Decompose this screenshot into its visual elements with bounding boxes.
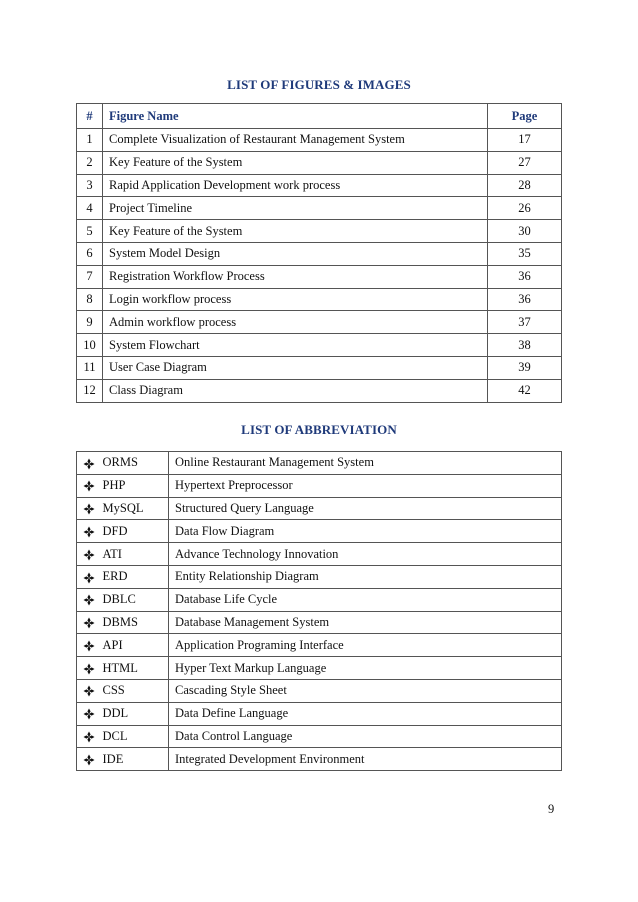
table-row <box>77 520 562 543</box>
abbreviation-meaning: Hyper Text Markup Language <box>169 657 562 680</box>
bullet-cell <box>77 611 99 634</box>
figure-number: 3 <box>77 174 103 197</box>
abbreviation-meaning: Database Life Cycle <box>169 588 562 611</box>
diamond-bullet-icon <box>83 617 95 629</box>
figure-name: Admin workflow process <box>103 311 488 334</box>
figure-number: 2 <box>77 151 103 174</box>
diamond-bullet-icon <box>83 572 95 584</box>
bullet-cell <box>77 657 99 680</box>
bullet-cell <box>77 520 99 543</box>
bullet-cell <box>77 634 99 657</box>
diamond-bullet-icon <box>83 731 95 743</box>
figures-table <box>76 103 562 403</box>
table-row <box>77 543 562 566</box>
diamond-bullet-icon <box>83 663 95 675</box>
figure-name: Key Feature of the System <box>103 220 488 243</box>
abbreviation: DBMS <box>99 611 169 634</box>
diamond-bullet-icon <box>83 594 95 606</box>
figure-page: 38 <box>488 334 562 357</box>
figure-name: System Model Design <box>103 242 488 265</box>
table-row <box>77 151 562 174</box>
figure-number: 11 <box>77 356 103 379</box>
table-row <box>77 634 562 657</box>
abbreviation-meaning: Data Control Language <box>169 725 562 748</box>
figure-page: 42 <box>488 379 562 402</box>
table-row <box>77 242 562 265</box>
abbreviation-meaning: Online Restaurant Management System <box>169 452 562 475</box>
figure-number: 5 <box>77 220 103 243</box>
table-row <box>77 702 562 725</box>
bullet-cell <box>77 725 99 748</box>
bullet-cell <box>77 588 99 611</box>
bullet-cell <box>77 702 99 725</box>
abbreviation: API <box>99 634 169 657</box>
table-row <box>77 474 562 497</box>
abbreviation-meaning: Advance Technology Innovation <box>169 543 562 566</box>
figure-number: 6 <box>77 242 103 265</box>
table-row <box>77 725 562 748</box>
figure-page: 17 <box>488 129 562 152</box>
abbreviation-meaning: Application Programing Interface <box>169 634 562 657</box>
diamond-bullet-icon <box>83 503 95 515</box>
table-row <box>77 565 562 588</box>
diamond-bullet-icon <box>83 754 95 766</box>
abbreviation: MySQL <box>99 497 169 520</box>
abbreviation: DDL <box>99 702 169 725</box>
figures-list-title: LIST OF FIGURES & IMAGES <box>227 77 411 92</box>
diamond-bullet-icon <box>83 480 95 492</box>
bullet-cell <box>77 452 99 475</box>
figure-name: Class Diagram <box>103 379 488 402</box>
figure-number: 12 <box>77 379 103 402</box>
diamond-bullet-icon <box>83 549 95 561</box>
table-row <box>77 497 562 520</box>
figure-name: Project Timeline <box>103 197 488 220</box>
figure-page: 27 <box>488 151 562 174</box>
table-row <box>77 265 562 288</box>
table-row <box>77 197 562 220</box>
abbreviation: IDE <box>99 748 169 771</box>
figure-number: 1 <box>77 129 103 152</box>
figure-number: 9 <box>77 311 103 334</box>
table-row <box>77 334 562 357</box>
table-row <box>77 288 562 311</box>
abbreviations-table <box>76 451 562 771</box>
figure-name: System Flowchart <box>103 334 488 357</box>
figure-name: Key Feature of the System <box>103 151 488 174</box>
table-header-row <box>77 104 562 129</box>
figure-name: Complete Visualization of Restaurant Management System <box>103 129 488 152</box>
bullet-cell <box>77 543 99 566</box>
figure-page: 36 <box>488 288 562 311</box>
diamond-bullet-icon <box>83 526 95 538</box>
abbreviation: PHP <box>99 474 169 497</box>
bullet-cell <box>77 565 99 588</box>
table-row <box>77 129 562 152</box>
column-header-page: Page <box>488 104 562 129</box>
table-row <box>77 748 562 771</box>
abbreviation-meaning: Data Define Language <box>169 702 562 725</box>
table-row <box>77 611 562 634</box>
page-number: 9 <box>548 802 555 816</box>
table-row <box>77 588 562 611</box>
column-header-figure-name: Figure Name <box>103 104 488 129</box>
figure-page: 36 <box>488 265 562 288</box>
table-row <box>77 679 562 702</box>
abbreviation: ERD <box>99 565 169 588</box>
diamond-bullet-icon <box>83 685 95 697</box>
abbreviation: CSS <box>99 679 169 702</box>
abbreviation: DBLC <box>99 588 169 611</box>
diamond-bullet-icon <box>83 458 95 470</box>
table-row <box>77 356 562 379</box>
figure-page: 39 <box>488 356 562 379</box>
figure-page: 26 <box>488 197 562 220</box>
figure-name: Login workflow process <box>103 288 488 311</box>
bullet-cell <box>77 474 99 497</box>
bullet-cell <box>77 679 99 702</box>
table-row <box>77 311 562 334</box>
figure-name: Rapid Application Development work process <box>103 174 488 197</box>
table-row <box>77 379 562 402</box>
diamond-bullet-icon <box>83 708 95 720</box>
abbreviation-meaning: Integrated Development Environment <box>169 748 562 771</box>
figure-name: User Case Diagram <box>103 356 488 379</box>
column-header-number: # <box>77 104 103 129</box>
abbreviation: ATI <box>99 543 169 566</box>
abbreviation-meaning: Data Flow Diagram <box>169 520 562 543</box>
figure-page: 28 <box>488 174 562 197</box>
figure-page: 35 <box>488 242 562 265</box>
bullet-cell <box>77 748 99 771</box>
abbreviation-meaning: Hypertext Preprocessor <box>169 474 562 497</box>
table-row <box>77 220 562 243</box>
table-row <box>77 174 562 197</box>
figure-page: 30 <box>488 220 562 243</box>
figure-number: 10 <box>77 334 103 357</box>
figure-number: 8 <box>77 288 103 311</box>
bullet-cell <box>77 497 99 520</box>
abbreviation-meaning: Entity Relationship Diagram <box>169 565 562 588</box>
abbreviation: ORMS <box>99 452 169 475</box>
table-row <box>77 657 562 680</box>
abbreviation-meaning: Structured Query Language <box>169 497 562 520</box>
abbreviation-meaning: Cascading Style Sheet <box>169 679 562 702</box>
abbreviation: DFD <box>99 520 169 543</box>
abbreviation: HTML <box>99 657 169 680</box>
figure-number: 4 <box>77 197 103 220</box>
figure-number: 7 <box>77 265 103 288</box>
abbreviation-meaning: Database Management System <box>169 611 562 634</box>
diamond-bullet-icon <box>83 640 95 652</box>
figure-name: Registration Workflow Process <box>103 265 488 288</box>
figure-page: 37 <box>488 311 562 334</box>
table-row <box>77 452 562 475</box>
abbreviation-list-title: LIST OF ABBREVIATION <box>241 422 397 437</box>
abbreviation: DCL <box>99 725 169 748</box>
